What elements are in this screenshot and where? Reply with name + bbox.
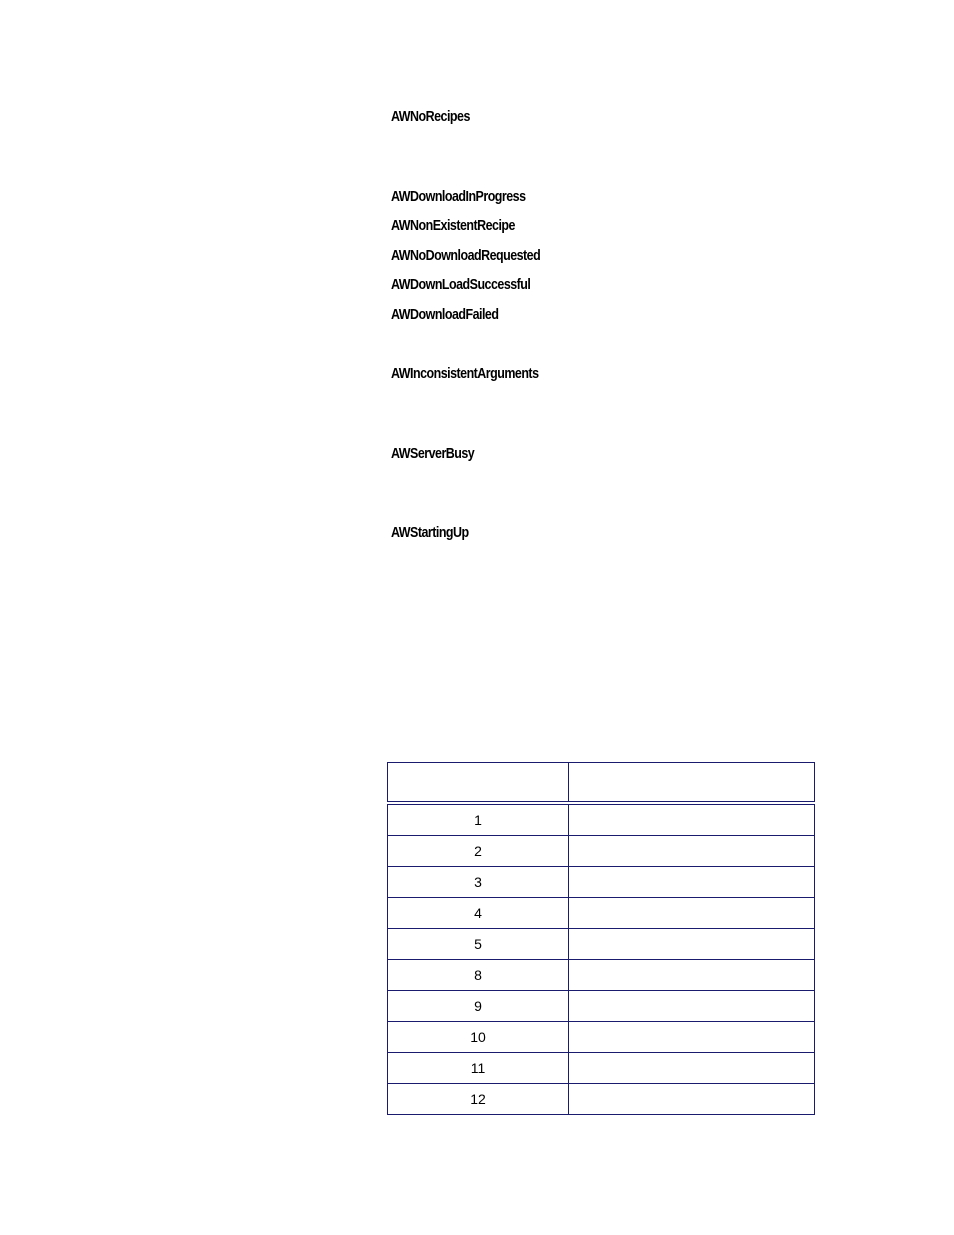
table-cell-description bbox=[569, 803, 815, 836]
table-row bbox=[388, 1022, 815, 1053]
table-cell-value: 5 bbox=[388, 929, 569, 960]
term-aw-starting-up: AWStartingUp bbox=[391, 525, 469, 541]
table-cell-description bbox=[569, 867, 815, 898]
table-row bbox=[388, 867, 815, 898]
table-cell-value: 10 bbox=[388, 1022, 569, 1053]
table-cell-value: 9 bbox=[388, 991, 569, 1022]
return-code-table bbox=[387, 762, 815, 1115]
term-aw-download-in-progress: AWDownloadInProgress bbox=[391, 189, 526, 205]
table-header-description bbox=[569, 763, 815, 804]
table-cell-value: 12 bbox=[388, 1084, 569, 1115]
table-cell-value: 11 bbox=[388, 1053, 569, 1084]
table-cell-description bbox=[569, 1053, 815, 1084]
table-row bbox=[388, 898, 815, 929]
term-aw-download-successful: AWDownLoadSuccessful bbox=[391, 277, 531, 293]
table-cell-description bbox=[569, 1084, 815, 1115]
table-header-value bbox=[388, 763, 569, 804]
table-cell-description bbox=[569, 836, 815, 867]
term-aw-no-recipes: AWNoRecipes bbox=[391, 109, 470, 125]
table-cell-value: 3 bbox=[388, 867, 569, 898]
term-aw-server-busy: AWServerBusy bbox=[391, 446, 475, 462]
table-cell-description bbox=[569, 929, 815, 960]
table-row bbox=[388, 960, 815, 991]
table-row bbox=[388, 1084, 815, 1115]
table-cell-value: 8 bbox=[388, 960, 569, 991]
table-cell-value: 4 bbox=[388, 898, 569, 929]
table-row bbox=[388, 803, 815, 836]
table-cell-description bbox=[569, 898, 815, 929]
term-aw-download-failed: AWDownloadFailed bbox=[391, 307, 499, 323]
table-row bbox=[388, 1053, 815, 1084]
table-cell-value: 1 bbox=[388, 803, 569, 836]
table-cell-description bbox=[569, 1022, 815, 1053]
table-cell-value: 2 bbox=[388, 836, 569, 867]
table-row bbox=[388, 836, 815, 867]
table-cell-description bbox=[569, 960, 815, 991]
term-aw-no-download-requested: AWNoDownloadRequested bbox=[391, 248, 541, 264]
term-aw-non-existent-recipe: AWNonExistentRecipe bbox=[391, 218, 515, 234]
table-row bbox=[388, 929, 815, 960]
term-aw-inconsistent-arguments: AWInconsistentArguments bbox=[391, 366, 539, 382]
table-row bbox=[388, 991, 815, 1022]
table-header-row bbox=[388, 763, 815, 804]
table-cell-description bbox=[569, 991, 815, 1022]
